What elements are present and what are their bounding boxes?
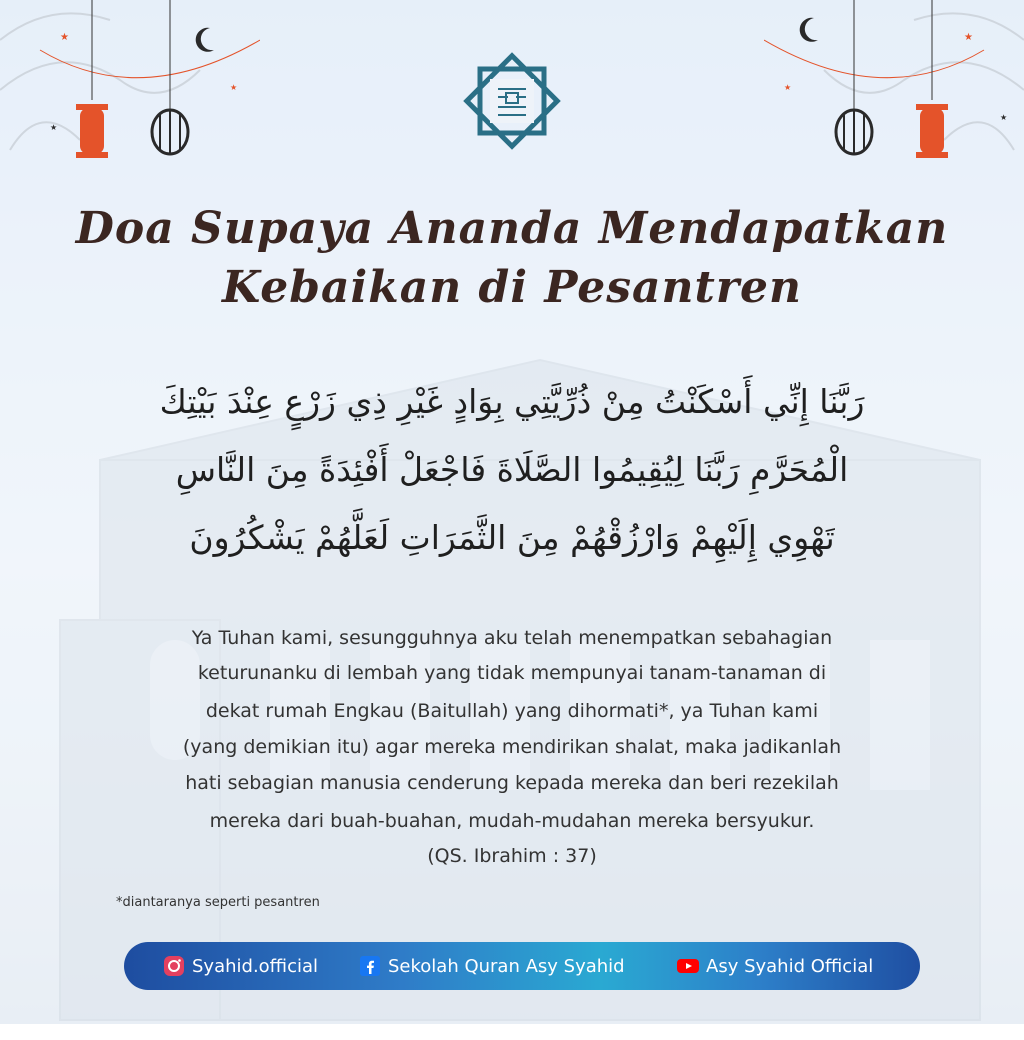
- youtube-icon: [676, 954, 700, 978]
- verse-reference: (QS. Ibrahim : 37): [427, 845, 597, 867]
- svg-text:★: ★: [964, 32, 973, 43]
- social-bar: [124, 942, 920, 990]
- ornament-lanterns-left: [0, 0, 260, 220]
- svg-text:★: ★: [60, 32, 69, 43]
- facebook-icon: [358, 954, 382, 978]
- translation-line: dekat rumah Engkau (Baitullah) yang dihormati*, ya Tuhan kami: [205, 700, 819, 722]
- translation-line: Ya Tuhan kami, sesungguhnya aku telah menempatkan sebahagian: [191, 627, 833, 649]
- arabic-verse-line-1: رَبَّنَا إِنِّي أَسْكَنْتُ مِنْ ذُرِّيَّتِي بِوَادٍ غَيْرِ ذِي زَرْعٍ عِنْدَ بَيْتِكَ: [159, 382, 865, 421]
- facebook-link[interactable]: [358, 954, 625, 978]
- footnote: *diantaranya seperti pesantren: [116, 895, 320, 910]
- instagram-handle: Syahid.official: [192, 955, 319, 977]
- lantern-orange-right: [916, 104, 948, 158]
- instagram-icon: [162, 954, 186, 978]
- facebook-page-name: Sekolah Quran Asy Syahid: [388, 955, 625, 977]
- youtube-link[interactable]: [676, 954, 873, 978]
- page-title-line-1: Doa Supaya Ananda Mendapatkan: [75, 203, 949, 254]
- school-logo: [456, 45, 568, 157]
- ornament-lanterns-right: [764, 0, 1024, 220]
- translation-line: keturunanku di lembah yang tidak mempunyai tanam-tanaman di: [197, 662, 827, 684]
- page-title-line-2: Kebaikan di Pesantren: [221, 262, 803, 313]
- svg-text:★: ★: [784, 83, 792, 92]
- translation-line: hati sebagian manusia cenderung kepada mereka dan beri rezekilah: [185, 772, 839, 794]
- youtube-channel-name: Asy Syahid Official: [706, 955, 874, 977]
- translation-line: (yang demikian itu) agar mereka mendirikan shalat, maka jadikanlah: [182, 736, 842, 758]
- lantern-orange-left: [76, 104, 108, 158]
- lantern-dark-left: [152, 110, 188, 154]
- instagram-link[interactable]: [162, 954, 318, 978]
- svg-text:★: ★: [1000, 113, 1008, 122]
- translation-line: mereka dari buah-buahan, mudah-mudahan mereka bersyukur.: [209, 810, 815, 832]
- svg-text:★: ★: [230, 83, 238, 92]
- arabic-verse-line-2: الْمُحَرَّمِ رَبَّنَا لِيُقِيمُوا الصَّلَاةَ فَاجْعَلْ أَفْئِدَةً مِنَ النَّاسِ: [175, 450, 849, 489]
- svg-text:★: ★: [50, 123, 58, 132]
- lantern-dark-right: [836, 110, 872, 154]
- arabic-verse-line-3: تَهْوِي إِلَيْهِمْ وَارْزُقْهُمْ مِنَ الثَّمَرَاتِ لَعَلَّهُمْ يَشْكُرُونَ: [189, 518, 835, 557]
